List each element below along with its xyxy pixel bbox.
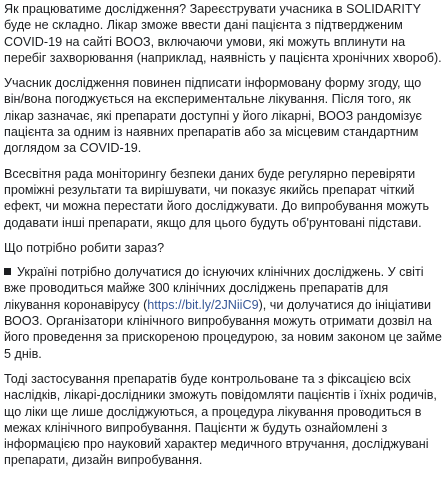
question-what-to-do-now: Що потрібно робити зараз? — [4, 240, 165, 255]
paragraph-ukraine-trials-text-before: Україні потрібно долучатися до існуючих клінічних досліджень. У світі вже проводиться майже 300 клінічних досліджень препаратів для лікування коронавірусу ( — [4, 265, 424, 312]
paragraph-ukraine-trials — [4, 264, 442, 362]
paragraph-participant-consent: Учасник дослідження повинен підписати інформовану форму згоду, що він/вона погоджується на експериментальне лікування. Після того, як лікар зазначає, які препарати доступні у його лікарні, ВООЗ рандомізує пацієнта за одним із наявних препаратів або за місцевим стандартним доглядом за COVID-19. — [4, 76, 422, 156]
paragraph-monitoring-board: Всесвітня рада моніторингу безпеки даних буде регулярно перевіряти проміжні результати та вирішувати, чи показує якийсь препарат чіткий ефект, чи можна перестати його досліджувати. До випробування можуть додавати інші препарати, якщо для цього будуть об'рунтовані підстави. — [4, 166, 430, 230]
paragraph-how-research-works: Як працюватиме дослідження? Зареєструвати учасника в SOLIDARITY буде не складно. Лікар зможе ввести дані пацієнта з підтвердженим COVID-19 на сайті ВООЗ, включаючи умови, які можуть вплинути на перебіг захворювання (наприклад, наявність у пацієнта хронічних хвороб). — [4, 2, 442, 65]
paragraph-controlled-use: Тоді застосування препаратів буде контрольоване та з фіксацією всіх наслідків, лікарі-дослідники зможуть повідомляти пацієнтів і їхніх родичів, що ліки ще лише досліджуються, а процедура лікування проводиться в межах клінічного випробування. Пацієнти ж будуть ознайомлені з інформацією про науковий характер медичного втручання, досліджувані препарати, дизайн випробування. — [4, 371, 437, 468]
trials-link[interactable]: https://bit.ly/2JNiiC9 — [147, 297, 259, 312]
black-square-bullet-icon — [4, 268, 11, 275]
paragraph-ukraine-trials-text-after: ), чи долучатися до ініціативи ВООЗ. Організатори клінічного випробування можуть отримати дозвіл на його проведення за прискореною процедурою, за новим законом це займе 5 днів. — [4, 297, 442, 361]
